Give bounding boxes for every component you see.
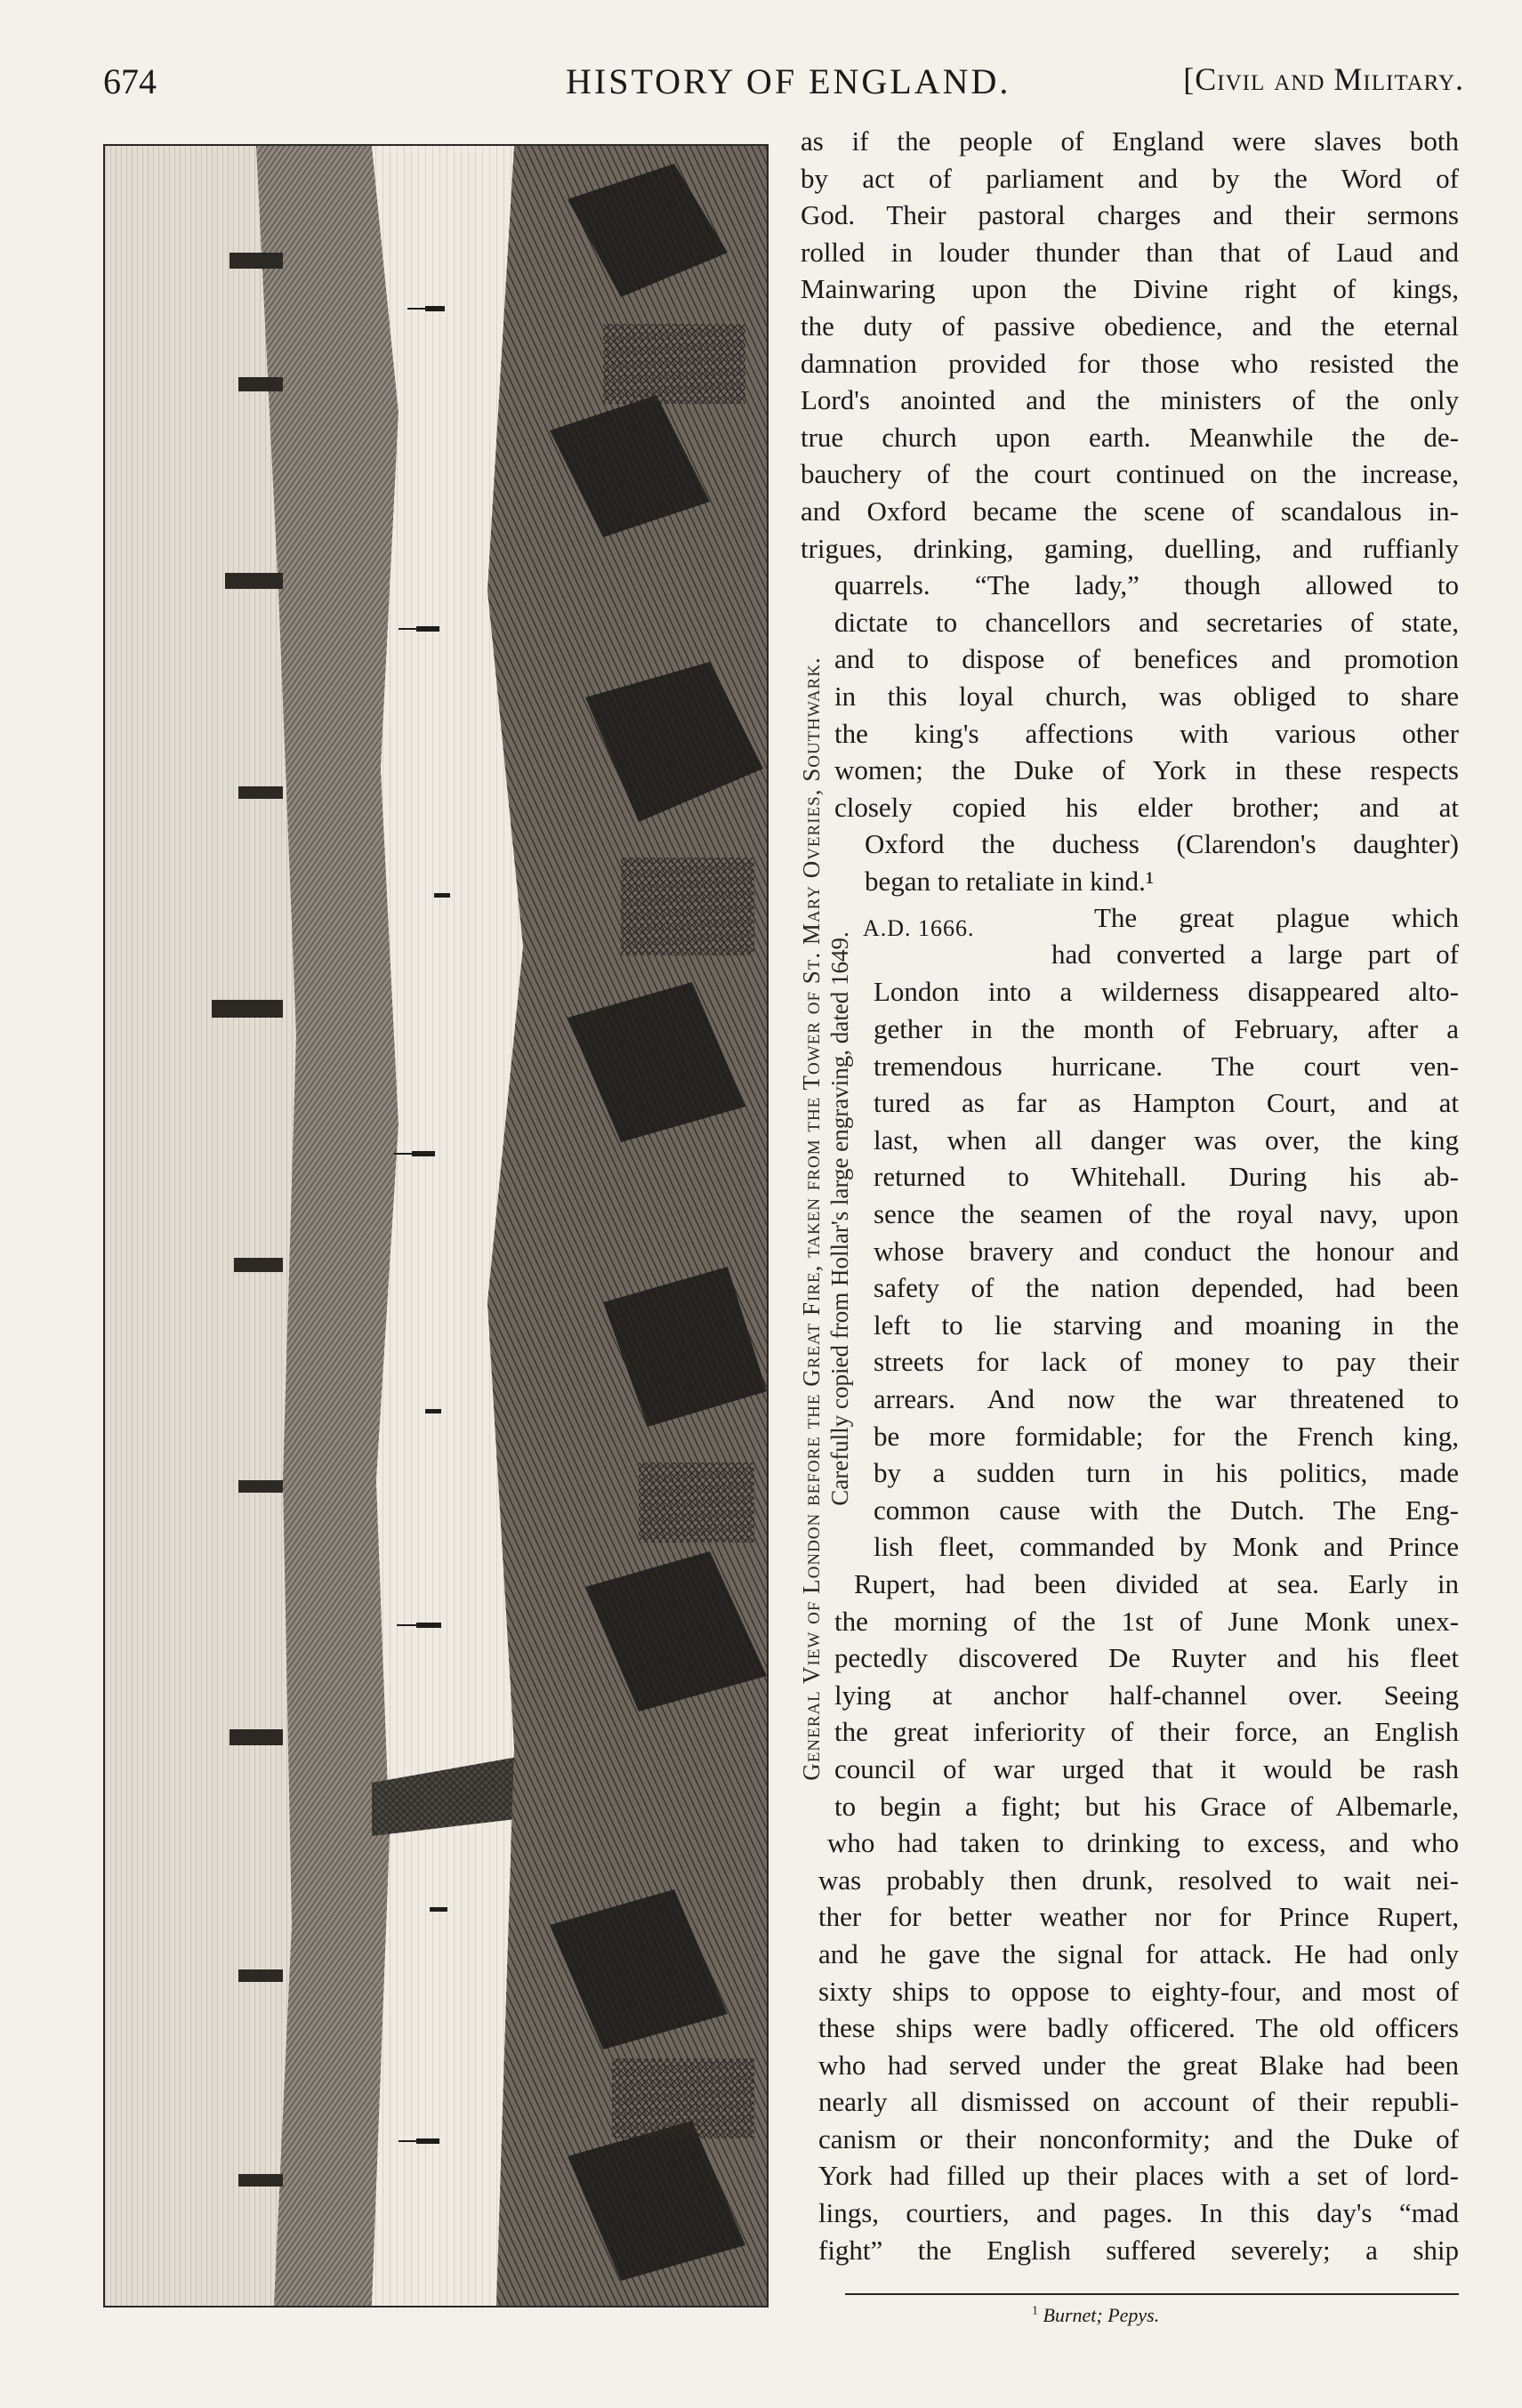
date-label: A.D. 1666.: [863, 915, 975, 942]
text-line: rolled in louder thunder than that of Laud and: [801, 236, 1459, 268]
dated-paragraph-first-line: The great plague which: [1094, 902, 1459, 934]
text-line: tured as far as Hampton Court, and at: [874, 1087, 1459, 1119]
text-line: common cause with the Dutch. The Eng-: [874, 1494, 1459, 1526]
text-line: canism or their nonconformity; and the Duke of: [818, 2122, 1459, 2154]
text-line: sence the seamen of the royal navy, upon: [874, 1198, 1459, 1230]
text-line: and he gave the signal for attack. He had only: [818, 1937, 1459, 1969]
text-line: pectedly discovered De Ruyter and his fleet: [834, 1642, 1459, 1674]
text-line: Rupert, had been divided at sea. Early in: [854, 1567, 1459, 1599]
text-line: sixty ships to oppose to eighty-four, and most of: [818, 1975, 1459, 2007]
text-line: York had filled up their places with a set of lord-: [818, 2160, 1459, 2192]
text-line: returned to Whitehall. During his ab-: [874, 1161, 1459, 1193]
section-title: [Civil and Military.: [1183, 61, 1464, 97]
text-line: true church upon earth. Meanwhile the de-: [801, 421, 1459, 453]
caption-title: General View of London before the Great Fire, taken from the Tower of St. Mary Overies, Southwark.: [798, 656, 825, 1781]
running-header: [103, 60, 1464, 114]
text-line: began to retaliate in kind.¹: [865, 865, 1155, 897]
text-line: fight” the English suffered severely; a ship: [818, 2234, 1459, 2266]
text-line: closely copied his elder brother; and at: [834, 791, 1459, 823]
text-line: last, when all danger was over, the king: [874, 1123, 1459, 1156]
text-line: and to dispose of benefices and promotion: [834, 643, 1459, 675]
caption-source: Carefully copied from Hollar's large engraving, dated 1649.: [826, 931, 853, 1506]
text-line: women; the Duke of York in these respects: [834, 754, 1459, 786]
text-line: bauchery of the court continued on the increase,: [801, 458, 1459, 490]
text-line: lying at anchor half-channel over. Seeing: [834, 1679, 1459, 1711]
text-line: in this loyal church, was obliged to share: [834, 680, 1459, 712]
text-line: gether in the month of February, after a: [874, 1013, 1459, 1045]
text-line: the duty of passive obedience, and the eternal: [801, 310, 1459, 342]
footnote-marker: 1: [1032, 2304, 1038, 2318]
text-line: lish fleet, commanded by Monk and Prince: [874, 1531, 1459, 1563]
text-line: damnation provided for those who resisted the: [801, 347, 1459, 379]
text-line: arrears. And now the war threatened to: [874, 1383, 1459, 1414]
text-line: God. Their pastoral charges and their sermons: [801, 199, 1459, 231]
text-line: was probably then drunk, resolved to wait nei-: [818, 1864, 1459, 1896]
text-line: whose bravery and conduct the honour and: [874, 1235, 1459, 1267]
text-line: these ships were badly officered. The old officers: [818, 2012, 1459, 2044]
text-line: safety of the nation depended, had been: [874, 1272, 1459, 1304]
text-line: Oxford the duchess (Clarendon's daughter): [865, 828, 1459, 860]
text-line: nearly all dismissed on account of their republi-: [818, 2086, 1459, 2118]
text-line: as if the people of England were slaves both: [801, 125, 1459, 157]
text-line: the morning of the 1st of June Monk unex-: [834, 1605, 1459, 1637]
text-line: streets for lack of money to pay their: [874, 1346, 1459, 1378]
text-line: to begin a fight; but his Grace of Albemarle,: [834, 1790, 1459, 1822]
text-line: tremendous hurricane. The court ven-: [874, 1050, 1459, 1082]
text-line: left to lie starving and moaning in the: [874, 1309, 1459, 1341]
paragraph-after-date: [801, 973, 1459, 2268]
text-line: trigues, drinking, gaming, duelling, and ruffianly: [801, 532, 1459, 564]
text-line: lings, courtiers, and pages. In this day's “mad: [818, 2197, 1459, 2229]
text-line: dictate to chancellors and secretaries of state,: [834, 606, 1459, 638]
engraving-london-panorama: [103, 144, 769, 2307]
footnote-text: Burnet; Pepys.: [1043, 2304, 1160, 2326]
text-line: Lord's anointed and the ministers of the only: [801, 384, 1459, 416]
page-number: 674: [103, 61, 157, 101]
text-line: London into a wilderness disappeared alto-: [874, 976, 1459, 1008]
text-line: ther for better weather nor for Prince Rupert,: [818, 1901, 1459, 1933]
text-line: by act of parliament and by the Word of: [801, 162, 1459, 194]
paragraph-before-date: [801, 123, 1459, 899]
text-line: the king's affections with various other: [834, 717, 1459, 749]
text-line: council of war urged that it would be rash: [834, 1752, 1459, 1784]
dated-paragraph-second-line: had converted a large part of: [1051, 938, 1459, 970]
footnote-rule: [845, 2293, 1459, 2295]
body-text: [801, 123, 1459, 2268]
running-title: HISTORY OF ENGLAND.: [566, 61, 1011, 101]
text-line: the great inferiority of their force, an English: [834, 1716, 1459, 1748]
text-line: Mainwaring upon the Divine right of kings,: [801, 273, 1459, 305]
text-line: by a sudden turn in his politics, made: [874, 1457, 1459, 1489]
text-line: quarrels. “The lady,” though allowed to: [834, 569, 1459, 601]
text-line: and Oxford became the scene of scandalous in-: [801, 495, 1459, 527]
text-line: who had served under the great Blake had been: [818, 2049, 1459, 2081]
text-line: who had taken to drinking to excess, and who: [827, 1827, 1459, 1859]
text-line: be more formidable; for the French king,: [874, 1420, 1459, 1452]
date-marginal-block: [801, 899, 1459, 973]
footnote: [1032, 2304, 1159, 2327]
